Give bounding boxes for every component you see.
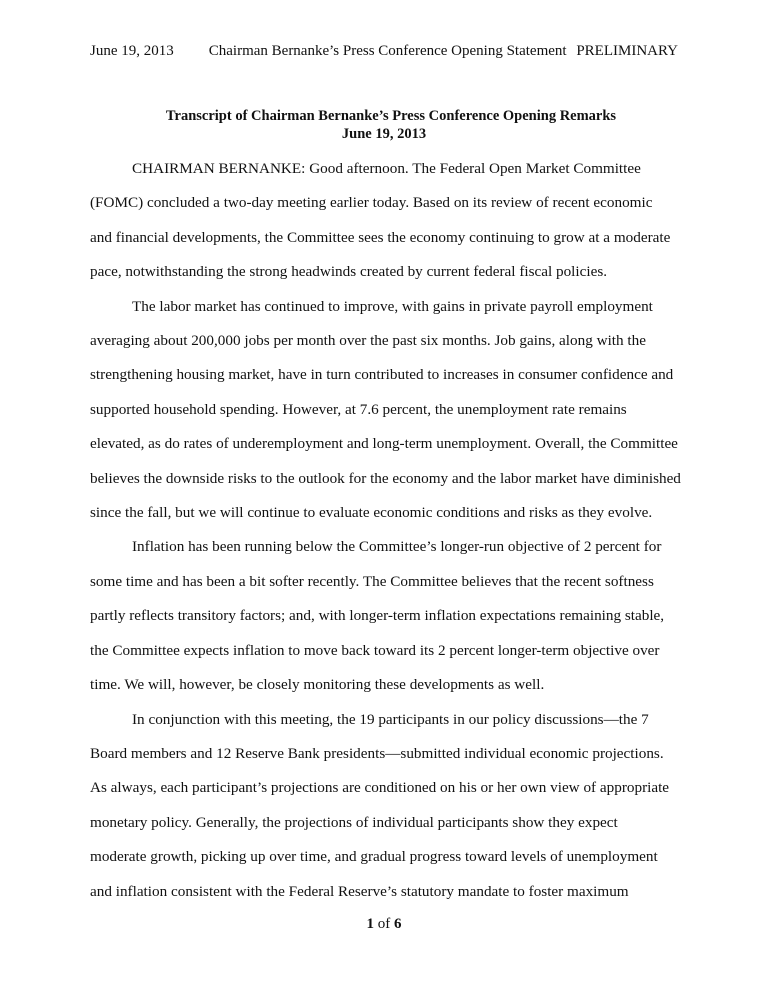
- title-date: June 19, 2013: [341, 126, 427, 142]
- page-current: 1: [366, 916, 374, 932]
- document-title: [0, 107, 768, 143]
- body-line: The labor market has continued to improve, with gains in private payroll employment: [132, 297, 653, 315]
- title-main: Transcript of Chairman Bernanke’s Press Conference Opening Remarks: [165, 108, 617, 124]
- page-number: [0, 915, 768, 933]
- body-line: moderate growth, picking up over time, and gradual progress toward levels of unemployment: [90, 848, 658, 866]
- body-line: Inflation has been running below the Committee’s longer-run objective of 2 percent for: [132, 538, 662, 556]
- body-line: As always, each participant’s projections are conditioned on his or her own view of appropriate: [90, 779, 670, 797]
- body-line: time. We will, however, be closely monitoring these developments as well.: [90, 676, 545, 694]
- header-date: June 19, 2013: [90, 43, 174, 59]
- body-line: believes the downside risks to the outlook for the economy and the labor market have diminished: [90, 469, 681, 487]
- header-status: PRELIMINARY: [576, 43, 679, 59]
- page-separator: of: [377, 916, 391, 932]
- body-line: pace, notwithstanding the strong headwinds created by current federal fiscal policies.: [90, 263, 608, 281]
- body-text: [90, 152, 680, 909]
- body-line: partly reflects transitory factors; and, with longer-term inflation expectations remaining stable,: [90, 607, 665, 625]
- body-line: and financial developments, the Committee sees the economy continuing to grow at a moderate: [90, 228, 671, 246]
- body-line: the Committee expects inflation to move back toward its 2 percent longer-term objective over: [90, 641, 660, 659]
- header-subject: Chairman Bernanke’s Press Conference Opening Statement: [208, 43, 567, 59]
- page-total: 6: [394, 916, 402, 932]
- body-line: some time and has been a bit softer recently. The Committee believes that the recent softness: [90, 572, 654, 590]
- body-line: elevated, as do rates of underemployment and long-term unemployment. Overall, the Committee: [90, 435, 678, 453]
- body-line: monetary policy. Generally, the projections of individual participants show they expect: [90, 813, 618, 831]
- body-line: and inflation consistent with the Federal Reserve’s statutory mandate to foster maximum: [90, 882, 629, 900]
- body-line: (FOMC) concluded a two-day meeting earlier today. Based on its review of recent economic: [90, 194, 653, 212]
- body-line: Board members and 12 Reserve Bank presidents—submitted individual economic projections.: [90, 744, 664, 762]
- body-line: CHAIRMAN BERNANKE: Good afternoon. The Federal Open Market Committee: [132, 160, 641, 177]
- body-line: supported household spending. However, at 7.6 percent, the unemployment rate remains: [90, 400, 627, 418]
- running-header: [90, 42, 690, 60]
- body-line: strengthening housing market, have in turn contributed to increases in consumer confidence and: [90, 366, 674, 384]
- body-line: averaging about 200,000 jobs per month over the past six months. Job gains, along with the: [90, 332, 646, 350]
- body-line: since the fall, but we will continue to evaluate economic conditions and risks as they evolve.: [90, 504, 653, 522]
- body-line: In conjunction with this meeting, the 19 participants in our policy discussions—the 7: [132, 710, 649, 728]
